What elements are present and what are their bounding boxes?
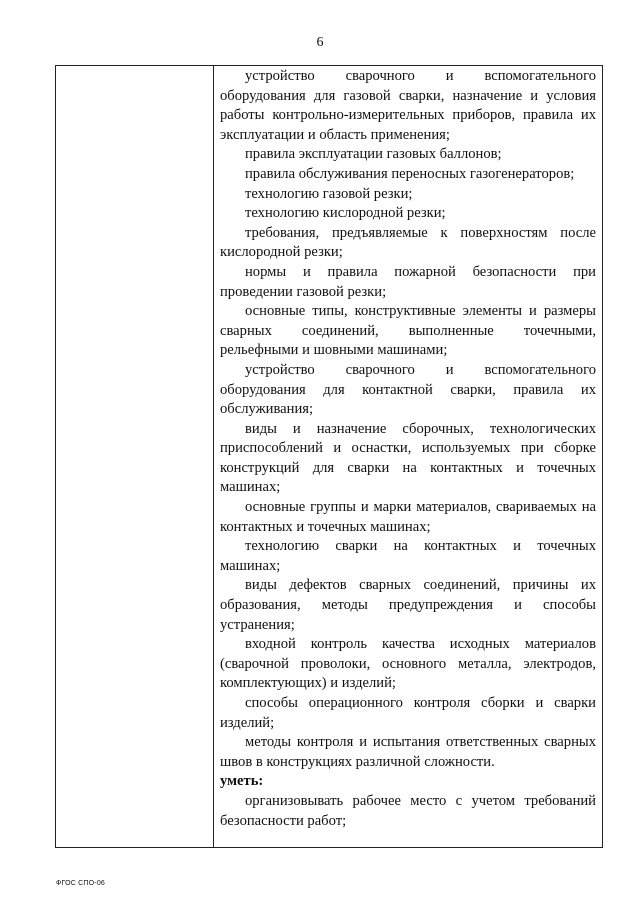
paragraph: виды дефектов сварных соединений, причины их образования, методы предупреждения и способы устранения; <box>220 577 596 633</box>
content-table <box>55 65 603 848</box>
paragraph: виды и назначение сборочных, технологических приспособлений и оснастки, используемых при сборке конструкций для сварки на контактных и точечных машинах; <box>220 420 596 496</box>
paragraph: устройство сварочного и вспомогательного оборудования для газовой сварки, назначение и условия работы контрольно-измерительных приборов, правила их эксплуатации и область применения; <box>220 68 596 143</box>
paragraph: методы контроля и испытания ответственных сварных швов в конструкциях различной сложности. <box>220 734 596 770</box>
paragraph: входной контроль качества исходных материалов (сварочной проволоки, основного металла, электродов, комплектующих) и изделий; <box>220 636 596 692</box>
paragraph: правила эксплуатации газовых баллонов; <box>245 146 502 163</box>
paragraph: правила обслуживания переносных газогенераторов; <box>245 165 575 182</box>
paragraph: организовывать рабочее место с учетом требований безопасности работ; <box>220 792 596 829</box>
paragraph: технологию кислородной резки; <box>245 205 446 222</box>
paragraph: основные группы и марки материалов, свариваемых на контактных и точечных машинах; <box>220 499 596 535</box>
section-heading-umet: уметь: <box>220 773 264 790</box>
paragraph: способы операционного контроля сборки и сварки изделий; <box>220 695 596 731</box>
paragraph: основные типы, конструктивные элементы и размеры сварных соединений, выполненные точечными, рельефными и шовными машинами; <box>220 303 596 359</box>
paragraph: нормы и правила пожарной безопасности при проведении газовой резки; <box>220 263 596 300</box>
paragraph: устройство сварочного и вспомогательного оборудования для контактной сварки, правила их обслуживания; <box>220 361 596 418</box>
left-column-empty <box>56 66 214 847</box>
page-number: 6 <box>316 35 324 50</box>
footer-label: ФГОС СПО-06 <box>56 880 106 887</box>
paragraph: требования, предъявляемые к поверхностям после кислородной резки; <box>220 224 596 261</box>
paragraph: технологию газовой резки; <box>245 185 413 202</box>
right-column-text <box>214 66 602 847</box>
paragraph: технологию сварки на контактных и точечных машинах; <box>220 538 596 574</box>
